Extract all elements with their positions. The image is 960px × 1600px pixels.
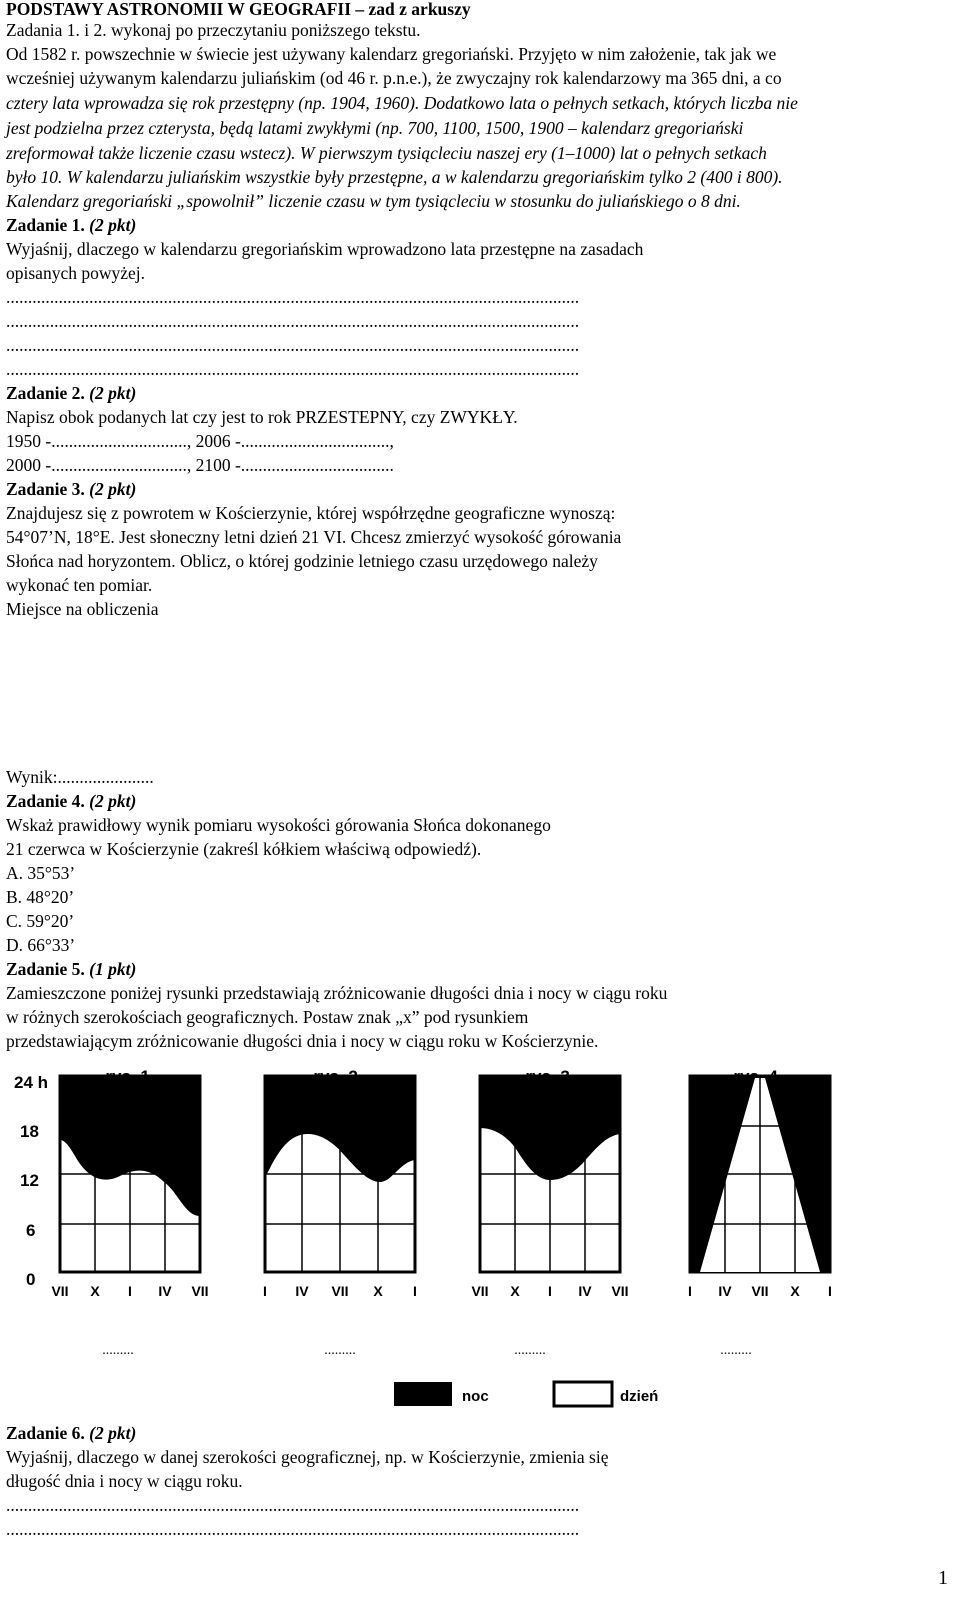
answer-line[interactable]: ................................................................................................................................... bbox=[6, 287, 580, 307]
task2-answer-row[interactable]: 1950 -..............................., 2006 -.................................., bbox=[6, 431, 394, 451]
y-axis-tick: 12 bbox=[20, 1171, 39, 1190]
task5-question-line: w różnych szerokościach geograficznych. Postaw znak „x” pod rysunkiem bbox=[6, 1007, 529, 1027]
task6-question-line: długość dnia i nocy w ciągu roku. bbox=[6, 1471, 243, 1491]
answer-slot[interactable]: ......... bbox=[514, 1343, 546, 1358]
y-axis-tick: 18 bbox=[20, 1122, 39, 1141]
task5-question-line: Zamieszczone poniżej rysunki przedstawiają zróżnicowanie długości dnia i nocy w ciągu roku bbox=[6, 983, 668, 1003]
answer-option-c[interactable]: C. 59°20’ bbox=[6, 911, 75, 931]
task3-question-line: Znajdujesz się z powrotem w Kościerzynie, której współrzędne geograficzne wynoszą: bbox=[6, 503, 616, 523]
task3-question-line: Słońca nad horyzontem. Oblicz, o której godzinie letniego czasu urzędowego należy bbox=[6, 551, 598, 571]
intro-paragraph-line: cztery lata wprowadza się rok przestępny (np. 1904, 1960). Dodatkowo lata o pełnych setkach, których liczba nie bbox=[6, 93, 798, 113]
legend-day-swatch bbox=[554, 1382, 612, 1406]
x-axis-label: VII bbox=[751, 1283, 769, 1299]
intro-paragraph-line: Od 1582 r. powszechnie w świecie jest używany kalendarz gregoriański. Przyjęto w nim założenie, tak jak we bbox=[6, 44, 777, 64]
task-label: Zadanie 2. bbox=[6, 383, 85, 403]
x-axis-label: IV bbox=[295, 1283, 309, 1299]
task3-question-line: 54°07’N, 18°E. Jest słoneczny letni dzień 21 VI. Chcesz zmierzyć wysokość górowania bbox=[6, 527, 622, 547]
diagram-panel-3 bbox=[480, 1076, 620, 1272]
answer-option-d[interactable]: D. 66°33’ bbox=[6, 935, 76, 955]
intro-paragraph-line: wcześniej używanym kalendarzu juliańskim (od 46 r. p.n.e.), że zwyczajny rok kalendarzowy ma 365 dni, a co bbox=[6, 68, 782, 88]
answer-line[interactable]: ................................................................................................................................... bbox=[6, 335, 580, 355]
legend-night-swatch bbox=[394, 1382, 452, 1406]
x-axis-label: VII bbox=[51, 1283, 69, 1299]
y-axis-tick: 0 bbox=[26, 1270, 36, 1289]
task4-question-line: Wskaż prawidłowy wynik pomiaru wysokości górowania Słońca dokonanego bbox=[6, 815, 551, 835]
task5-heading bbox=[6, 958, 136, 980]
x-axis-label: VII bbox=[191, 1283, 209, 1299]
task2-heading bbox=[6, 382, 136, 404]
x-axis-label: X bbox=[790, 1283, 800, 1299]
legend bbox=[394, 1382, 658, 1406]
diagram-panel-4 bbox=[690, 1076, 830, 1272]
intro-paragraph-line: było 10. W kalendarzu juliańskim wszystkie były przestępne, a w kalendarzu gregoriańskim tylko 2 (400 i 800). bbox=[6, 167, 783, 187]
answer-option-a[interactable]: A. 35°53’ bbox=[6, 863, 76, 883]
task2-answer-row[interactable]: 2000 -..............................., 2100 -................................... bbox=[6, 455, 394, 475]
x-axis-label: I bbox=[128, 1283, 132, 1299]
x-axis-label: X bbox=[373, 1283, 383, 1299]
intro-paragraph-line: Kalendarz gregoriański „spowolnił” liczenie czasu w tym tysiącleciu w stosunku do juliańskiego o 8 dni. bbox=[6, 191, 741, 211]
diagram-panel-2 bbox=[265, 1076, 415, 1272]
answer-line[interactable]: ................................................................................................................................... bbox=[6, 311, 580, 331]
task6-question-line: Wyjaśnij, dlaczego w danej szerokości geograficznej, np. w Kościerzynie, zmienia się bbox=[6, 1447, 609, 1467]
answer-line[interactable]: ................................................................................................................................... bbox=[6, 1495, 580, 1515]
day-night-diagrams bbox=[0, 1064, 880, 1414]
task4-heading bbox=[6, 790, 136, 812]
y-axis-tick: 6 bbox=[26, 1221, 36, 1240]
task3-result[interactable]: Wynik:...................... bbox=[6, 767, 154, 787]
task-points: (2 pkt) bbox=[89, 479, 137, 499]
x-axis-label: VII bbox=[471, 1283, 489, 1299]
task2-question: Napisz obok podanych lat czy jest to rok PRZESTEPNY, czy ZWYKŁY. bbox=[6, 407, 518, 427]
task-label: Zadanie 3. bbox=[6, 479, 85, 499]
calculation-area-label: Miejsce na obliczenia bbox=[6, 599, 159, 619]
answer-line[interactable]: ................................................................................................................................... bbox=[6, 1519, 580, 1539]
diagram-panel-1 bbox=[60, 1076, 200, 1272]
task3-question-line: wykonać ten pomiar. bbox=[6, 575, 153, 595]
task-points: (1 pkt) bbox=[89, 959, 137, 979]
task-points: (2 pkt) bbox=[89, 1423, 137, 1443]
y-axis-tick: 24 h bbox=[14, 1073, 49, 1092]
x-axis-label: I bbox=[828, 1283, 832, 1299]
answer-slot[interactable]: ......... bbox=[324, 1343, 356, 1358]
x-axis-label: VII bbox=[331, 1283, 349, 1299]
task1-question-line: opisanych powyżej. bbox=[6, 263, 145, 283]
task-points: (2 pkt) bbox=[89, 791, 137, 811]
task6-heading bbox=[6, 1422, 136, 1444]
answer-option-b[interactable]: B. 48°20’ bbox=[6, 887, 75, 907]
x-axis-label: I bbox=[548, 1283, 552, 1299]
answer-slot[interactable]: ......... bbox=[102, 1343, 134, 1358]
page-title: PODSTAWY ASTRONOMII W GEOGRAFII – zad z arkuszy bbox=[6, 0, 471, 19]
page-number: 1 bbox=[938, 1567, 948, 1589]
x-axis-label: IV bbox=[158, 1283, 172, 1299]
x-axis-label: I bbox=[413, 1283, 417, 1299]
task4-question-line: 21 czerwca w Kościerzynie (zakreśl kółkiem właściwą odpowiedź). bbox=[6, 839, 482, 859]
task-label: Zadanie 1. bbox=[6, 215, 85, 235]
task-label: Zadanie 4. bbox=[6, 791, 85, 811]
task-label: Zadanie 5. bbox=[6, 959, 85, 979]
x-axis-label: IV bbox=[718, 1283, 732, 1299]
task-label: Zadanie 6. bbox=[6, 1423, 85, 1443]
task1-heading bbox=[6, 214, 136, 236]
x-axis-label: IV bbox=[578, 1283, 592, 1299]
legend-day-label: dzień bbox=[620, 1388, 659, 1405]
legend-night-label: noc bbox=[462, 1388, 489, 1405]
x-axis-label: VII bbox=[611, 1283, 629, 1299]
answer-slot[interactable]: ......... bbox=[720, 1343, 752, 1358]
x-axis-label: I bbox=[263, 1283, 267, 1299]
task3-heading bbox=[6, 478, 136, 500]
task-points: (2 pkt) bbox=[89, 215, 137, 235]
x-axis-label: X bbox=[90, 1283, 100, 1299]
x-axis-label: X bbox=[510, 1283, 520, 1299]
answer-line[interactable]: ................................................................................................................................... bbox=[6, 359, 580, 379]
intro-paragraph-line: zreformował także liczenie czasu wstecz). W pierwszym tysiącleciu naszej ery (1–1000) lat o pełnych setkach bbox=[6, 143, 767, 163]
instruction-text: Zadania 1. i 2. wykonaj po przeczytaniu poniższego tekstu. bbox=[6, 20, 421, 40]
task-points: (2 pkt) bbox=[89, 383, 137, 403]
task5-question-line: przedstawiającym zróżnicowanie długości dnia i nocy w ciągu roku w Kościerzynie. bbox=[6, 1031, 599, 1051]
task1-question-line: Wyjaśnij, dlaczego w kalendarzu gregoriańskim wprowadzono lata przestępne na zasadach bbox=[6, 239, 644, 259]
intro-paragraph-line: jest podzielna przez czterysta, będą latami zwykłymi (np. 700, 1100, 1500, 1900 – kalendarz gregoriański bbox=[6, 118, 744, 138]
x-axis-label: I bbox=[688, 1283, 692, 1299]
